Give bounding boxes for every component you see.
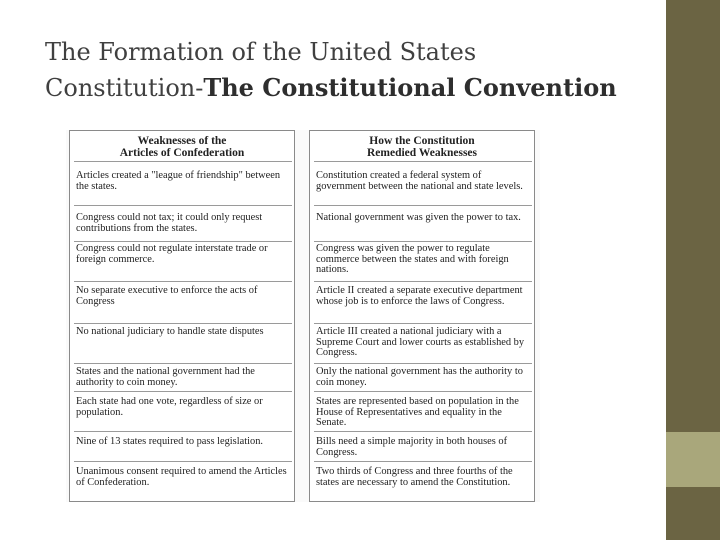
weaknesses-header-line1: Weaknesses of the bbox=[137, 135, 227, 147]
weakness-row: No separate executive to enforce the acts of Congress bbox=[76, 285, 258, 307]
remedies-header-line2: Remedied Weaknesses bbox=[367, 147, 477, 159]
slide-title-bold: The Constitutional Convention bbox=[203, 73, 617, 102]
weaknesses-header-line2: Articles of Confederation bbox=[119, 147, 245, 159]
row-rule bbox=[74, 431, 292, 432]
row-rule bbox=[74, 241, 292, 242]
row-rule bbox=[74, 461, 292, 462]
weakness-row: Congress could not tax; it could only request contributions from the states. bbox=[76, 212, 263, 234]
weakness-row: Congress could not regulate interstate trade or foreign commerce. bbox=[76, 243, 268, 265]
remedy-row: Only the national government has the authority to coin money. bbox=[316, 366, 523, 388]
slide-title-line1: The Formation of the United States bbox=[45, 38, 477, 66]
weakness-row: Each state had one vote, regardless of size or population. bbox=[76, 396, 263, 418]
row-rule bbox=[314, 461, 532, 462]
remedies-header-line1: How the Constitution bbox=[369, 135, 475, 147]
remedy-row: Congress was given the power to regulate commerce between the states and with foreign nations. bbox=[316, 243, 509, 276]
row-rule bbox=[314, 431, 532, 432]
remedy-row: States are represented based on population in the House of Representatives and equality in the Senate. bbox=[316, 396, 519, 429]
weakness-row: Articles created a "league of friendship" between the states. bbox=[76, 170, 281, 192]
row-rule bbox=[74, 391, 292, 392]
weakness-row: Nine of 13 states required to pass legislation. bbox=[76, 436, 263, 447]
row-rule bbox=[314, 363, 532, 364]
comparison-table bbox=[66, 130, 540, 502]
row-rule bbox=[74, 323, 292, 324]
remedies-header bbox=[310, 135, 534, 159]
header-rule bbox=[314, 161, 532, 162]
slide-title bbox=[45, 34, 655, 106]
remedy-row: National government was given the power to tax. bbox=[316, 212, 521, 223]
row-rule bbox=[314, 205, 532, 206]
weakness-row: Unanimous consent required to amend the Articles of Confederation. bbox=[76, 466, 287, 488]
row-rule bbox=[314, 281, 532, 282]
row-rule bbox=[314, 391, 532, 392]
row-rule bbox=[74, 205, 292, 206]
weakness-row: No national judiciary to handle state disputes bbox=[76, 326, 264, 337]
remedy-row: Article III created a national judiciary with a Supreme Court and lower courts as established by Congress. bbox=[316, 326, 525, 359]
remedy-row: Two thirds of Congress and three fourths of the states are necessary to amend the Constitution. bbox=[316, 466, 513, 488]
weaknesses-header bbox=[70, 135, 294, 159]
sidebar-accent-dark bbox=[666, 0, 720, 432]
slide-title-plain: Constitution- bbox=[45, 74, 204, 102]
row-rule bbox=[314, 241, 532, 242]
remedy-row: Bills need a simple majority in both houses of Congress. bbox=[316, 436, 508, 458]
row-rule bbox=[74, 363, 292, 364]
weaknesses-column bbox=[69, 130, 295, 502]
sidebar-accent-bottom bbox=[666, 487, 720, 540]
header-rule bbox=[74, 161, 292, 162]
slide-title-line2 bbox=[45, 70, 655, 106]
remedy-row: Article II created a separate executive department whose job is to enforce the laws of Congress. bbox=[316, 285, 523, 307]
weakness-row: States and the national government had the authority to coin money. bbox=[76, 366, 255, 388]
remedy-row: Constitution created a federal system of government between the national and state levels. bbox=[316, 170, 523, 192]
row-rule bbox=[74, 281, 292, 282]
row-rule bbox=[314, 323, 532, 324]
remedies-column bbox=[309, 130, 535, 502]
sidebar-accent-light bbox=[666, 432, 720, 487]
